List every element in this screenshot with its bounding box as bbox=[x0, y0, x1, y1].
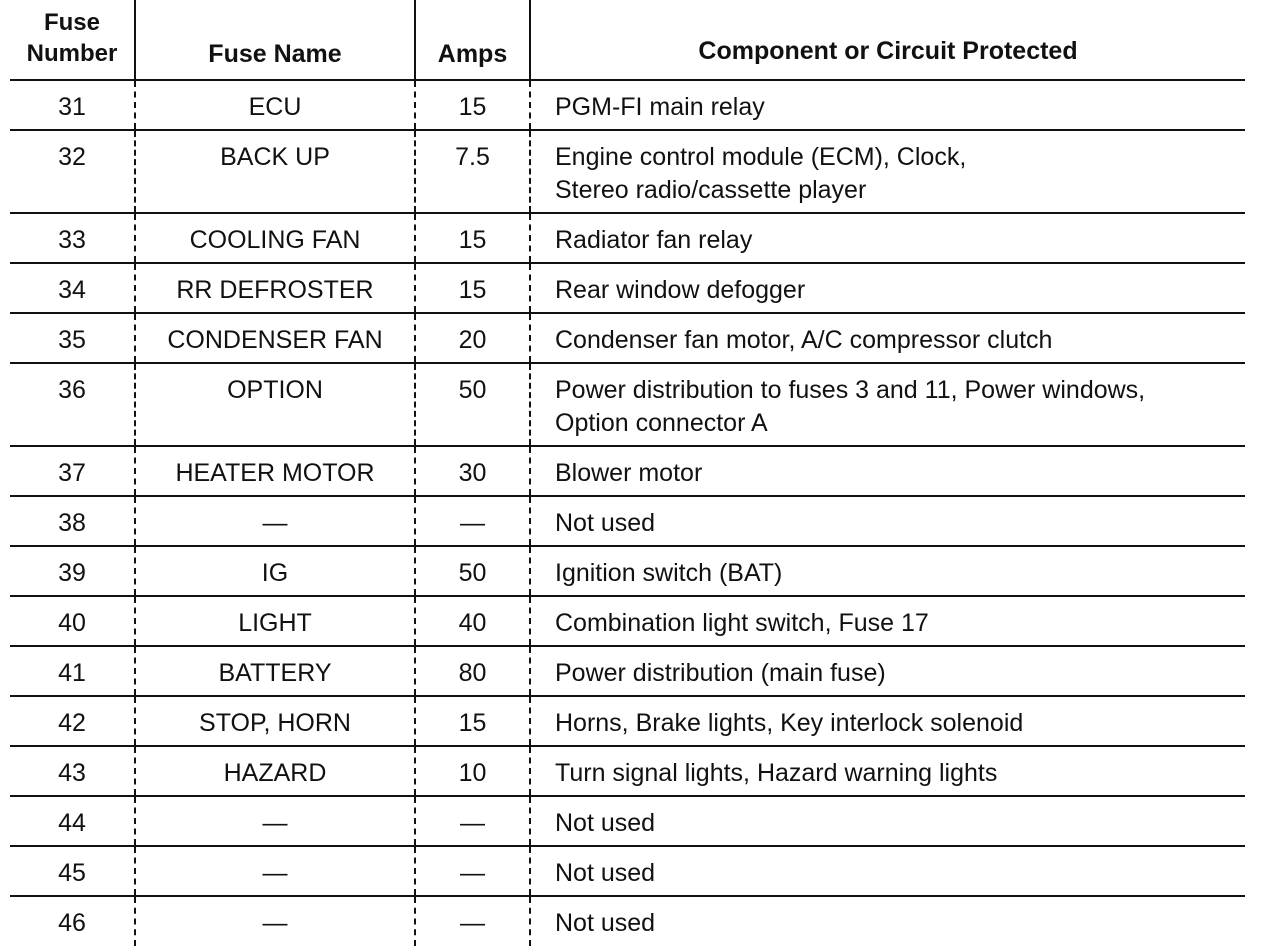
table-row bbox=[10, 546, 1245, 596]
table-row bbox=[10, 213, 1245, 263]
fuse-name-cell: COOLING FAN bbox=[135, 213, 415, 263]
amps-cell: 80 bbox=[415, 646, 530, 696]
component-line: Horns, Brake lights, Key interlock solenoid bbox=[555, 709, 1024, 737]
component-line: Not used bbox=[555, 809, 656, 837]
table-row bbox=[10, 896, 1245, 946]
fuse-number-cell: 43 bbox=[10, 746, 135, 796]
component-line: Radiator fan relay bbox=[555, 226, 753, 254]
fuse-name-cell: OPTION bbox=[135, 363, 415, 446]
component-cell bbox=[530, 846, 1245, 896]
amps-cell: 15 bbox=[415, 263, 530, 313]
component-line: Not used bbox=[555, 909, 656, 937]
fuse-name-cell: RR DEFROSTER bbox=[135, 263, 415, 313]
table-row bbox=[10, 496, 1245, 546]
component-cell bbox=[530, 746, 1245, 796]
table-row bbox=[10, 846, 1245, 896]
fuse-number-cell: 46 bbox=[58, 909, 86, 937]
fuse-number-cell: 35 bbox=[10, 313, 135, 363]
table-row bbox=[10, 313, 1245, 363]
fuse-name-cell: ECU bbox=[135, 80, 415, 130]
fuse-name-cell: — bbox=[135, 846, 415, 896]
fuse-number-cell: 40 bbox=[10, 596, 135, 646]
component-cell bbox=[530, 896, 1245, 946]
component-cell bbox=[530, 496, 1245, 546]
table-row bbox=[10, 363, 1245, 446]
table-row bbox=[10, 596, 1245, 646]
component-cell bbox=[530, 646, 1245, 696]
fuse-name-cell: — bbox=[135, 496, 415, 546]
fuse-name-cell: — bbox=[135, 796, 415, 846]
fuse-number-cell: 41 bbox=[10, 646, 135, 696]
component-cell bbox=[530, 796, 1245, 846]
component-line: Blower motor bbox=[555, 459, 703, 487]
amps-cell: 30 bbox=[415, 446, 530, 496]
component-line: Power distribution to fuses 3 and 11, Power windows, bbox=[555, 376, 1146, 404]
amps-cell: — bbox=[415, 846, 530, 896]
amps-cell: 50 bbox=[415, 363, 530, 446]
component-cell bbox=[530, 546, 1245, 596]
fuse-name-cell: STOP, HORN bbox=[135, 696, 415, 746]
header-component: Component or Circuit Protected bbox=[530, 0, 1245, 80]
table-row bbox=[10, 696, 1245, 746]
fuse-number-cell: 45 bbox=[10, 846, 135, 896]
component-cell bbox=[530, 263, 1245, 313]
component-line: Not used bbox=[555, 509, 656, 537]
table-row bbox=[10, 746, 1245, 796]
fuse-number-cell: 34 bbox=[10, 263, 135, 313]
component-cell bbox=[530, 596, 1245, 646]
header-amps: Amps bbox=[415, 0, 530, 80]
component-cell bbox=[530, 446, 1245, 496]
component-cell bbox=[530, 313, 1245, 363]
fuse-number-cell: 37 bbox=[10, 446, 135, 496]
amps-cell: 15 bbox=[415, 80, 530, 130]
fuse-number-cell: 32 bbox=[10, 130, 135, 213]
fuse-name-cell: HAZARD bbox=[135, 746, 415, 796]
component-cell bbox=[530, 363, 1245, 446]
header-fuse-name: Fuse Name bbox=[135, 0, 415, 80]
amps-cell: 15 bbox=[415, 696, 530, 746]
table-body bbox=[10, 80, 1245, 946]
fuse-table bbox=[10, 0, 1245, 946]
table-row bbox=[10, 446, 1245, 496]
fuse-name-cell: BATTERY bbox=[135, 646, 415, 696]
amps-cell: 7.5 bbox=[415, 130, 530, 213]
amps-cell: — bbox=[415, 796, 530, 846]
amps-cell: 15 bbox=[415, 213, 530, 263]
fuse-name-cell: — bbox=[135, 896, 415, 946]
amps-cell: — bbox=[415, 896, 530, 946]
component-line: Turn signal lights, Hazard warning lights bbox=[555, 759, 998, 787]
table-row bbox=[10, 646, 1245, 696]
fuse-number-cell: 31 bbox=[10, 80, 135, 130]
amps-cell: 20 bbox=[415, 313, 530, 363]
component-line: PGM-FI main relay bbox=[555, 93, 765, 121]
component-line: Engine control module (ECM), Clock, bbox=[555, 143, 967, 171]
amps-cell: 40 bbox=[415, 596, 530, 646]
component-cell bbox=[530, 696, 1245, 746]
fuse-name-cell: IG bbox=[135, 546, 415, 596]
component-line: Option connector A bbox=[555, 409, 768, 437]
fuse-name-cell: BACK UP bbox=[135, 130, 415, 213]
header-row bbox=[10, 0, 1245, 80]
table-row bbox=[10, 796, 1245, 846]
table-header bbox=[10, 0, 1245, 80]
amps-cell: 50 bbox=[415, 546, 530, 596]
amps-cell: 10 bbox=[415, 746, 530, 796]
component-cell bbox=[530, 130, 1245, 213]
table-row bbox=[10, 80, 1245, 130]
component-line: Condenser fan motor, A/C compressor clutch bbox=[555, 326, 1053, 354]
table-row bbox=[10, 263, 1245, 313]
fuse-number-cell: 36 bbox=[10, 363, 135, 446]
component-cell bbox=[530, 213, 1245, 263]
fuse-number-cell: 38 bbox=[10, 496, 135, 546]
component-line: Not used bbox=[555, 859, 656, 887]
fuse-name-cell: HEATER MOTOR bbox=[135, 446, 415, 496]
fuse-number-cell: 33 bbox=[10, 213, 135, 263]
fuse-number-cell: 44 bbox=[10, 796, 135, 846]
amps-cell: — bbox=[415, 496, 530, 546]
fuse-name-cell: CONDENSER FAN bbox=[135, 313, 415, 363]
fuse-name-cell: LIGHT bbox=[135, 596, 415, 646]
fuse-number-cell: 42 bbox=[10, 696, 135, 746]
header-fuse-number: Fuse Number bbox=[10, 0, 135, 80]
component-line: Stereo radio/cassette player bbox=[555, 176, 867, 204]
component-line: Rear window defogger bbox=[555, 276, 806, 304]
component-cell bbox=[530, 80, 1245, 130]
fuse-number-cell: 39 bbox=[10, 546, 135, 596]
component-line: Ignition switch (BAT) bbox=[555, 559, 783, 587]
table-row bbox=[10, 130, 1245, 213]
component-line: Combination light switch, Fuse 17 bbox=[555, 609, 929, 637]
component-line: Power distribution (main fuse) bbox=[555, 659, 886, 687]
